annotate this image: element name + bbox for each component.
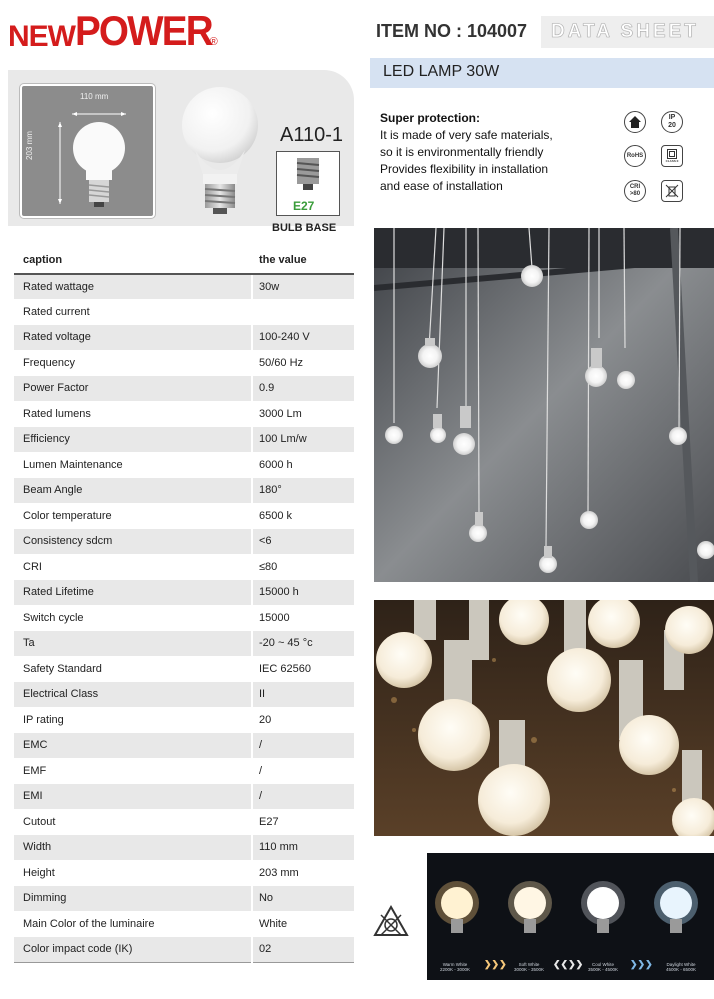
bulbs-closeup-photo [374,600,714,836]
spec-caption: Rated lumens [14,401,252,427]
item-number: ITEM NO : 104007 [376,21,528,41]
dimension-width-label: 110 mm [80,92,109,101]
spec-caption: Rated voltage [14,325,252,351]
svg-text:❯❯❯: ❯❯❯ [630,959,653,969]
spec-caption: Dimming [14,886,252,912]
table-header-value: the value [252,248,354,274]
spec-value: No [252,886,354,912]
table-row [14,758,354,784]
color-temperature-bulbs-image [427,853,714,980]
spec-value: II [252,682,354,708]
table-row [14,580,354,606]
table-row [14,529,354,555]
class-ii-icon: CLASS II [661,145,683,167]
spec-value: IEC 62560 [252,656,354,682]
ip20-icon: IP 20 [661,111,683,133]
spec-caption: Safety Standard [14,656,252,682]
spec-table [14,248,354,963]
spec-value: 100-240 V [252,325,354,351]
bulb-product-icon [175,80,265,220]
svg-text:❯❯❯: ❯❯❯ [484,959,507,969]
spec-caption: Color temperature [14,503,252,529]
indoor-use-icon [624,111,646,133]
e27-base-icon [277,152,339,196]
spec-caption: Power Factor [14,376,252,402]
spec-value: 20 [252,707,354,733]
table-row [14,860,354,886]
spec-caption: Switch cycle [14,605,252,631]
description-line: so it is environmentally friendly [380,145,544,159]
hanging-bulbs-photo [374,228,714,582]
spec-value: ≤80 [252,554,354,580]
spec-value: <6 [252,529,354,555]
rohs-icon: RoHS [624,145,646,167]
spec-caption: Ta [14,631,252,657]
spec-caption: Beam Angle [14,478,252,504]
table-row [14,503,354,529]
spec-caption: Rated wattage [14,274,252,300]
table-row [14,784,354,810]
spec-value: White [252,911,354,937]
table-row [14,656,354,682]
recycling-triangle-icon [372,903,410,941]
cool-white-label: Cool White 3500K - 4500K [587,962,619,972]
table-row [14,478,354,504]
table-header-caption: caption [14,248,252,274]
spec-caption: Main Color of the luminaire [14,911,252,937]
table-row [14,427,354,453]
soft-white-label: Soft White 3000K - 3500K [513,962,545,972]
table-row [14,299,354,325]
description-title: Super protection: [380,111,481,125]
table-row [14,937,354,963]
brand-logo-registered: ® [209,36,218,48]
daylight-white-label: Daylight White 4500K - 6500K [665,962,697,972]
model-number: A110-1 [280,124,344,146]
spec-value: / [252,784,354,810]
spec-value: 0.9 [252,376,354,402]
spec-caption: EMI [14,784,252,810]
spec-caption: Lumen Maintenance [14,452,252,478]
spec-caption: IP rating [14,707,252,733]
dimension-diagram [20,84,155,218]
product-name: LED LAMP 30W [383,63,500,80]
spec-caption: Rated current [14,299,252,325]
table-row [14,733,354,759]
spec-value: 100 Lm/w [252,427,354,453]
table-row [14,886,354,912]
datasheet-label: DATA SHEET [551,21,699,42]
spec-caption: Cutout [14,809,252,835]
brand-logo [8,7,218,54]
description-line: and ease of installation [380,179,503,193]
spec-caption: Efficiency [14,427,252,453]
bulbs-closeup-image [374,600,714,836]
spec-caption: Consistency sdcm [14,529,252,555]
dimension-height-label: 203 mm [25,131,34,160]
table-header-row [14,248,354,274]
description-body [380,127,590,195]
spec-value: 15000 [252,605,354,631]
spec-value: / [252,758,354,784]
weee-bin-icon [661,180,683,202]
spec-caption: CRI [14,554,252,580]
base-label: BULB BASE [272,222,337,234]
bulb-outline-icon [22,86,153,216]
spec-value: 30w [252,274,354,300]
table-row [14,911,354,937]
hanging-bulbs-image [374,228,714,582]
spec-caption: EMF [14,758,252,784]
warm-white-label: Warm White 2200K - 3000K [439,962,471,972]
table-row [14,835,354,861]
base-code: E27 [293,199,315,213]
cri-icon: CRI >80 [624,180,646,202]
spec-caption: Color impact code (IK) [14,937,252,963]
spec-caption: Frequency [14,350,252,376]
table-row [14,631,354,657]
table-row [14,682,354,708]
table-row [14,274,354,300]
table-row [14,350,354,376]
spec-caption: EMC [14,733,252,759]
table-row [14,554,354,580]
table-row [14,707,354,733]
spec-caption: Height [14,860,252,886]
spec-value: 15000 h [252,580,354,606]
spec-value [252,299,354,325]
spec-caption: Width [14,835,252,861]
spec-value: -20 ~ 45 °c [252,631,354,657]
svg-text:❮❮❯❯: ❮❮❯❯ [553,959,584,969]
description-line: It is made of very safe materials, [380,128,553,142]
spec-caption: Electrical Class [14,682,252,708]
table-row [14,809,354,835]
table-row [14,401,354,427]
spec-caption: Rated Lifetime [14,580,252,606]
spec-value: 6000 h [252,452,354,478]
spec-value: / [252,733,354,759]
spec-value: 6500 k [252,503,354,529]
spec-value: 110 mm [252,835,354,861]
description-line: Provides flexibility in installation [380,162,549,176]
table-row [14,605,354,631]
color-temperature-panel [427,853,714,980]
table-row [14,376,354,402]
spec-value: 203 mm [252,860,354,886]
brand-logo-new: NEW [8,20,75,53]
spec-value: E27 [252,809,354,835]
brand-logo-power: POWER [75,7,212,54]
spec-value: 02 [252,937,354,963]
spec-value: 50/60 Hz [252,350,354,376]
spec-value: 180° [252,478,354,504]
table-row [14,325,354,351]
table-row [14,452,354,478]
spec-value: 3000 Lm [252,401,354,427]
